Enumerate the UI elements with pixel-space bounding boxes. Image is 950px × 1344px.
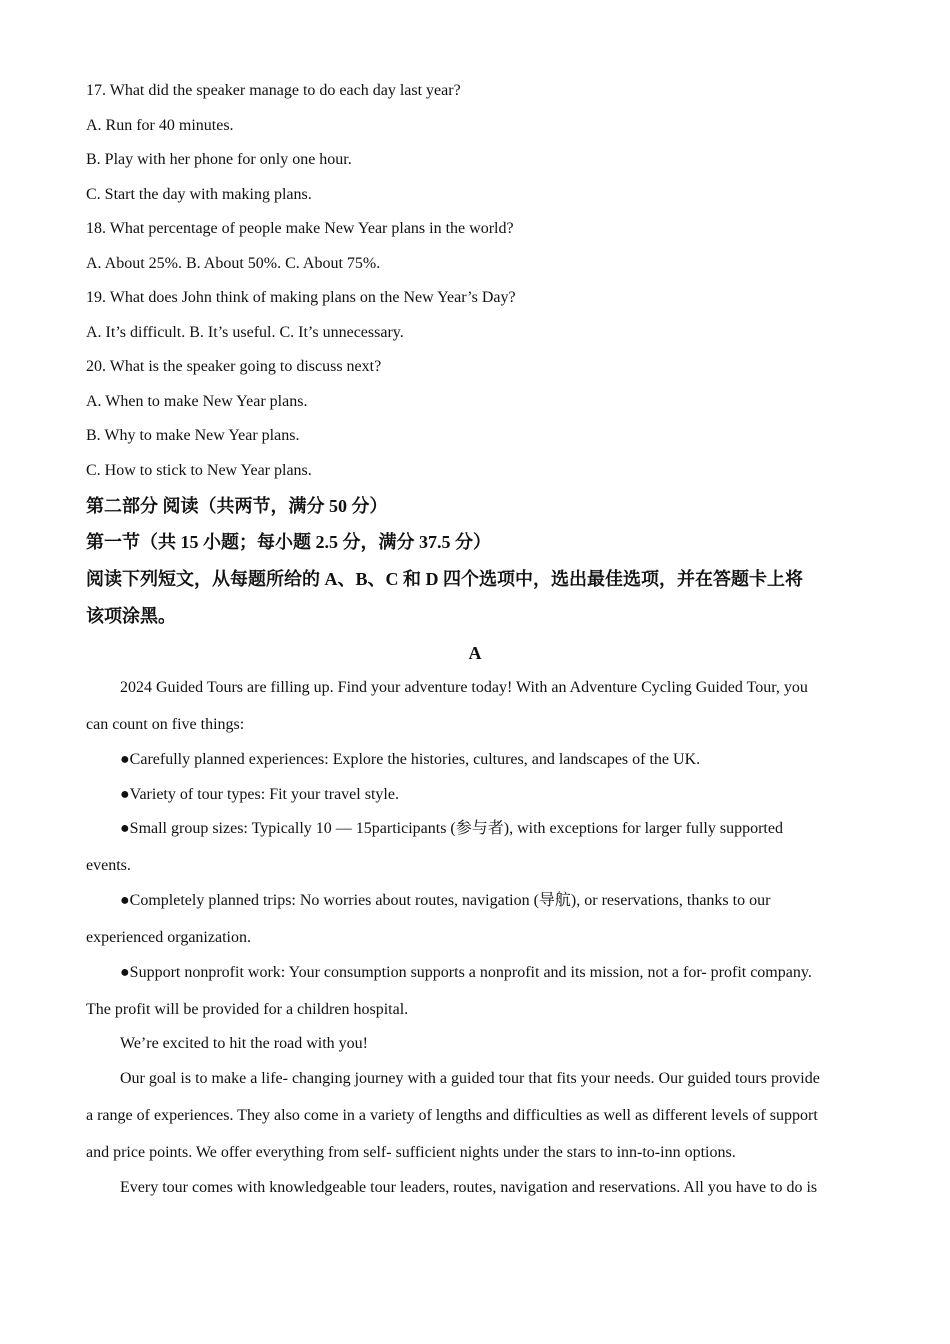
passage-bullet: ●Completely planned trips: No worries about routes, navigation (导航), or reservations, thanks to our [120, 892, 771, 909]
question-18-stem: 18. What percentage of people make New Year plans in the world? [86, 220, 514, 237]
section-title: 第一节（共 15 小题；每小题 2.5 分，满分 37.5 分） [86, 532, 491, 552]
passage-line: and price points. We offer everything from self- sufficient nights under the stars to inn-to-inn options. [86, 1144, 736, 1161]
question-17-option-c: C. Start the day with making plans. [86, 186, 312, 203]
passage-line: 2024 Guided Tours are filling up. Find your adventure today! With an Adventure Cycling Guided Tour, you [120, 679, 808, 696]
question-19-options: A. It’s difficult. B. It’s useful. C. It’s unnecessary. [86, 324, 404, 341]
question-19-stem: 19. What does John think of making plans on the New Year’s Day? [86, 289, 516, 306]
question-17-option-b: B. Play with her phone for only one hour. [86, 151, 352, 168]
question-18-options: A. About 25%. B. About 50%. C. About 75%. [86, 255, 381, 272]
passage-bullet: ●Variety of tour types: Fit your travel style. [120, 786, 399, 803]
passage-bullet: ●Support nonprofit work: Your consumption supports a nonprofit and its mission, not a for- profit company. [120, 964, 812, 981]
question-17-stem: 17. What did the speaker manage to do each day last year? [86, 82, 461, 99]
passage-bullet: ●Carefully planned experiences: Explore the histories, cultures, and landscapes of the UK. [120, 751, 701, 768]
passage-line: can count on five things: [86, 716, 245, 733]
passage-line: We’re excited to hit the road with you! [120, 1035, 368, 1052]
part-title: 第二部分 阅读（共两节，满分 50 分） [86, 496, 388, 516]
instruction-line-1: 阅读下列短文，从每题所给的 A、B、C 和 D 四个选项中，选出最佳选项，并在答题卡上将 [86, 569, 803, 589]
question-20-option-b: B. Why to make New Year plans. [86, 427, 300, 444]
passage-line: events. [86, 857, 131, 874]
passage-bullet: ●Small group sizes: Typically 10 — 15participants (参与者), with exceptions for larger fully supported [120, 820, 783, 837]
passage-line: Our goal is to make a life- changing journey with a guided tour that fits your needs. Our guided tours provide [120, 1070, 820, 1087]
question-20-option-c: C. How to stick to New Year plans. [86, 462, 312, 479]
question-17-option-a: A. Run for 40 minutes. [86, 117, 234, 134]
passage-line: a range of experiences. They also come in a variety of lengths and difficulties as well as different levels of support [86, 1107, 818, 1124]
passage-line: The profit will be provided for a children hospital. [86, 1001, 409, 1018]
passage-line: Every tour comes with knowledgeable tour leaders, routes, navigation and reservations. All you have to do is [120, 1179, 818, 1196]
passage-line: experienced organization. [86, 929, 251, 946]
question-20-stem: 20. What is the speaker going to discuss next? [86, 358, 382, 375]
passage-heading: A [468, 643, 482, 663]
question-20-option-a: A. When to make New Year plans. [86, 393, 308, 410]
instruction-line-2: 该项涂黑。 [86, 606, 176, 626]
